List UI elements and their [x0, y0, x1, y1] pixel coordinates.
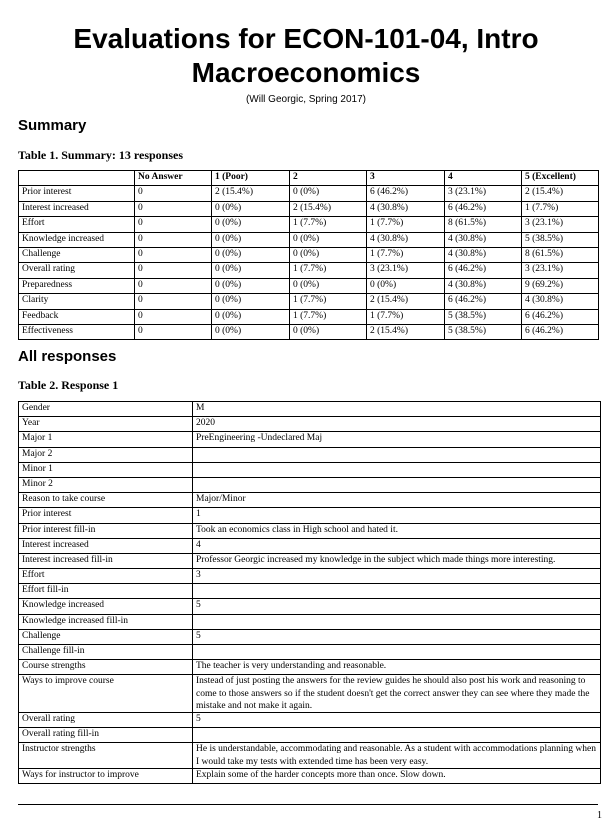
summary-cell: 0 (0%) [367, 278, 445, 293]
summary-col-header: 1 (Poor) [212, 171, 290, 186]
summary-cell: 0 [135, 263, 212, 278]
summary-col-header: 4 [445, 171, 522, 186]
summary-cell: 0 [135, 232, 212, 247]
summary-cell: 0 [135, 217, 212, 232]
response-field-label: Minor 2 [19, 477, 193, 492]
summary-col-header: 2 [290, 171, 367, 186]
summary-cell: 3 (23.1%) [522, 217, 599, 232]
response-field-label: Knowledge increased fill-in [19, 614, 193, 629]
summary-cell: 0 (0%) [290, 278, 367, 293]
summary-cell: 1 (7.7%) [367, 309, 445, 324]
summary-cell: 3 (23.1%) [367, 263, 445, 278]
footer-rule [18, 804, 598, 805]
summary-cell: 2 (15.4%) [290, 201, 367, 216]
response-field-value: Professor Georgic increased my knowledge in the subject which made things more interesting. [193, 553, 601, 568]
response-field-value: Took an economics class in High school and hated it. [193, 523, 601, 538]
summary-header-row [19, 171, 599, 186]
response-field-value: 5 [193, 712, 601, 727]
summary-table [18, 170, 599, 340]
summary-cell: 2 (15.4%) [212, 186, 290, 201]
summary-cell: 4 (30.8%) [522, 294, 599, 309]
table-row [19, 417, 601, 432]
summary-row-label: Overall rating [19, 263, 135, 278]
response-field-value: 1 [193, 508, 601, 523]
table-row [19, 728, 601, 743]
table-row [19, 278, 599, 293]
summary-row-label: Preparedness [19, 278, 135, 293]
summary-cell: 0 [135, 309, 212, 324]
table-row [19, 584, 601, 599]
summary-cell: 0 (0%) [212, 217, 290, 232]
response-field-value: 5 [193, 629, 601, 644]
table-row [19, 599, 601, 614]
response-field-label: Challenge [19, 629, 193, 644]
response-field-value: PreEngineering -Undeclared Maj [193, 432, 601, 447]
response-field-value [193, 728, 601, 743]
summary-cell: 1 (7.7%) [290, 294, 367, 309]
summary-cell: 0 [135, 278, 212, 293]
response-field-value: 2020 [193, 417, 601, 432]
page-number: 1 [597, 810, 602, 821]
document-title [0, 22, 612, 90]
summary-cell: 0 (0%) [212, 324, 290, 339]
response-field-label: Gender [19, 402, 193, 417]
response-field-value: The teacher is very understanding and reasonable. [193, 660, 601, 675]
table-row [19, 660, 601, 675]
response-field-value [193, 462, 601, 477]
response-field-value: M [193, 402, 601, 417]
summary-cell: 0 (0%) [212, 232, 290, 247]
summary-cell: 5 (38.5%) [445, 324, 522, 339]
summary-cell: 0 [135, 247, 212, 262]
table-row [19, 569, 601, 584]
summary-cell: 1 (7.7%) [290, 263, 367, 278]
response-field-value: 3 [193, 569, 601, 584]
table-row [19, 493, 601, 508]
summary-cell: 3 (23.1%) [522, 263, 599, 278]
response-field-label: Overall rating [19, 712, 193, 727]
table-row [19, 675, 601, 713]
table-row [19, 768, 601, 783]
document-subtitle: (Will Georgic, Spring 2017) [245, 94, 367, 105]
response-field-label: Reason to take course [19, 493, 193, 508]
response-field-label: Interest increased fill-in [19, 553, 193, 568]
summary-cell: 6 (46.2%) [522, 324, 599, 339]
table-row [19, 508, 601, 523]
summary-cell: 2 (15.4%) [522, 186, 599, 201]
summary-row-label: Interest increased [19, 201, 135, 216]
response-field-label: Prior interest fill-in [19, 523, 193, 538]
response-field-value: He is understandable, accommodating and reasonable. As a student with accommodations planning when I would take my tests with extended time has been very easy. [193, 743, 601, 768]
response-field-value [193, 477, 601, 492]
summary-row-label: Effort [19, 217, 135, 232]
summary-cell: 1 (7.7%) [290, 309, 367, 324]
summary-cell: 0 (0%) [212, 294, 290, 309]
summary-cell: 0 [135, 186, 212, 201]
table-row [19, 186, 599, 201]
response-table-body [19, 402, 601, 784]
summary-row-label: Challenge [19, 247, 135, 262]
summary-cell: 4 (30.8%) [445, 278, 522, 293]
response-field-label: Major 1 [19, 432, 193, 447]
response-field-label: Knowledge increased [19, 599, 193, 614]
summary-cell: 4 (30.8%) [367, 232, 445, 247]
summary-cell: 4 (30.8%) [445, 247, 522, 262]
summary-cell: 2 (15.4%) [367, 294, 445, 309]
summary-cell: 8 (61.5%) [522, 247, 599, 262]
summary-cell: 4 (30.8%) [445, 232, 522, 247]
response-field-label: Major 2 [19, 447, 193, 462]
summary-table-caption: Table 1. Summary: 13 responses [18, 148, 184, 162]
table-row [19, 553, 601, 568]
table-row [19, 712, 601, 727]
summary-cell: 0 (0%) [212, 247, 290, 262]
response-field-label: Effort [19, 569, 193, 584]
response-field-label: Effort fill-in [19, 584, 193, 599]
summary-col-header [19, 171, 135, 186]
summary-cell: 1 (7.7%) [290, 217, 367, 232]
summary-cell: 6 (46.2%) [445, 263, 522, 278]
summary-heading: Summary [18, 117, 87, 134]
summary-cell: 5 (38.5%) [522, 232, 599, 247]
summary-cell: 6 (46.2%) [367, 186, 445, 201]
summary-cell: 8 (61.5%) [445, 217, 522, 232]
response-field-label: Interest increased [19, 538, 193, 553]
summary-cell: 0 (0%) [212, 278, 290, 293]
summary-row-label: Clarity [19, 294, 135, 309]
summary-cell: 6 (46.2%) [522, 309, 599, 324]
response-field-label: Prior interest [19, 508, 193, 523]
response-table [18, 401, 601, 784]
summary-cell: 4 (30.8%) [367, 201, 445, 216]
response-field-label: Ways to improve course [19, 675, 193, 713]
summary-col-header: 5 (Excellent) [522, 171, 599, 186]
table-row [19, 477, 601, 492]
summary-cell: 0 (0%) [290, 247, 367, 262]
summary-cell: 0 [135, 324, 212, 339]
table-row [19, 232, 599, 247]
summary-cell: 2 (15.4%) [367, 324, 445, 339]
table-row [19, 247, 599, 262]
table-row [19, 432, 601, 447]
response-field-value: 5 [193, 599, 601, 614]
response-field-label: Minor 1 [19, 462, 193, 477]
response-field-value [193, 584, 601, 599]
response-field-value [193, 614, 601, 629]
summary-col-header: 3 [367, 171, 445, 186]
response-field-label: Challenge fill-in [19, 645, 193, 660]
response-field-label: Course strengths [19, 660, 193, 675]
summary-cell: 6 (46.2%) [445, 294, 522, 309]
table-row [19, 263, 599, 278]
summary-cell: 5 (38.5%) [445, 309, 522, 324]
summary-cell: 0 [135, 294, 212, 309]
response-field-value: Instead of just posting the answers for the review guides he should also post his work and reasoning to come to those answers so if the student doesn't get the correct answer they can see where they made the mistake and not make it again. [193, 675, 601, 713]
summary-cell: 0 [135, 201, 212, 216]
summary-row-label: Knowledge increased [19, 232, 135, 247]
table-row [19, 402, 601, 417]
table-row [19, 294, 599, 309]
response-field-value: Explain some of the harder concepts more than once. Slow down. [193, 768, 601, 783]
title-line-1: Evaluations for ECON-101-04, Intro [73, 23, 539, 54]
summary-cell: 1 (7.7%) [367, 217, 445, 232]
summary-row-label: Prior interest [19, 186, 135, 201]
responses-heading: All responses [18, 348, 117, 365]
summary-col-header: No Answer [135, 171, 212, 186]
response-field-label: Ways for instructor to improve [19, 768, 193, 783]
title-line-2: Macroeconomics [191, 57, 421, 88]
response-field-value: 4 [193, 538, 601, 553]
table-row [19, 614, 601, 629]
response-field-value [193, 447, 601, 462]
table-row [19, 324, 599, 339]
summary-cell: 0 (0%) [290, 232, 367, 247]
table-row [19, 201, 599, 216]
table-row [19, 629, 601, 644]
summary-cell: 0 (0%) [212, 263, 290, 278]
summary-row-label: Feedback [19, 309, 135, 324]
summary-table-body [19, 186, 599, 340]
table-row [19, 743, 601, 768]
response-table-caption: Table 2. Response 1 [18, 378, 119, 392]
summary-cell: 3 (23.1%) [445, 186, 522, 201]
summary-cell: 0 (0%) [290, 186, 367, 201]
table-row [19, 538, 601, 553]
summary-row-label: Effectiveness [19, 324, 135, 339]
response-field-label: Instructor strengths [19, 743, 193, 768]
response-field-label: Overall rating fill-in [19, 728, 193, 743]
summary-cell: 0 (0%) [212, 201, 290, 216]
response-field-value: Major/Minor [193, 493, 601, 508]
table-row [19, 217, 599, 232]
response-field-label: Year [19, 417, 193, 432]
summary-cell: 0 (0%) [212, 309, 290, 324]
summary-cell: 1 (7.7%) [522, 201, 599, 216]
table-row [19, 309, 599, 324]
summary-cell: 0 (0%) [290, 324, 367, 339]
table-row [19, 645, 601, 660]
response-field-value [193, 645, 601, 660]
table-row [19, 523, 601, 538]
summary-cell: 6 (46.2%) [445, 201, 522, 216]
table-row [19, 447, 601, 462]
summary-cell: 9 (69.2%) [522, 278, 599, 293]
table-row [19, 462, 601, 477]
summary-cell: 1 (7.7%) [367, 247, 445, 262]
